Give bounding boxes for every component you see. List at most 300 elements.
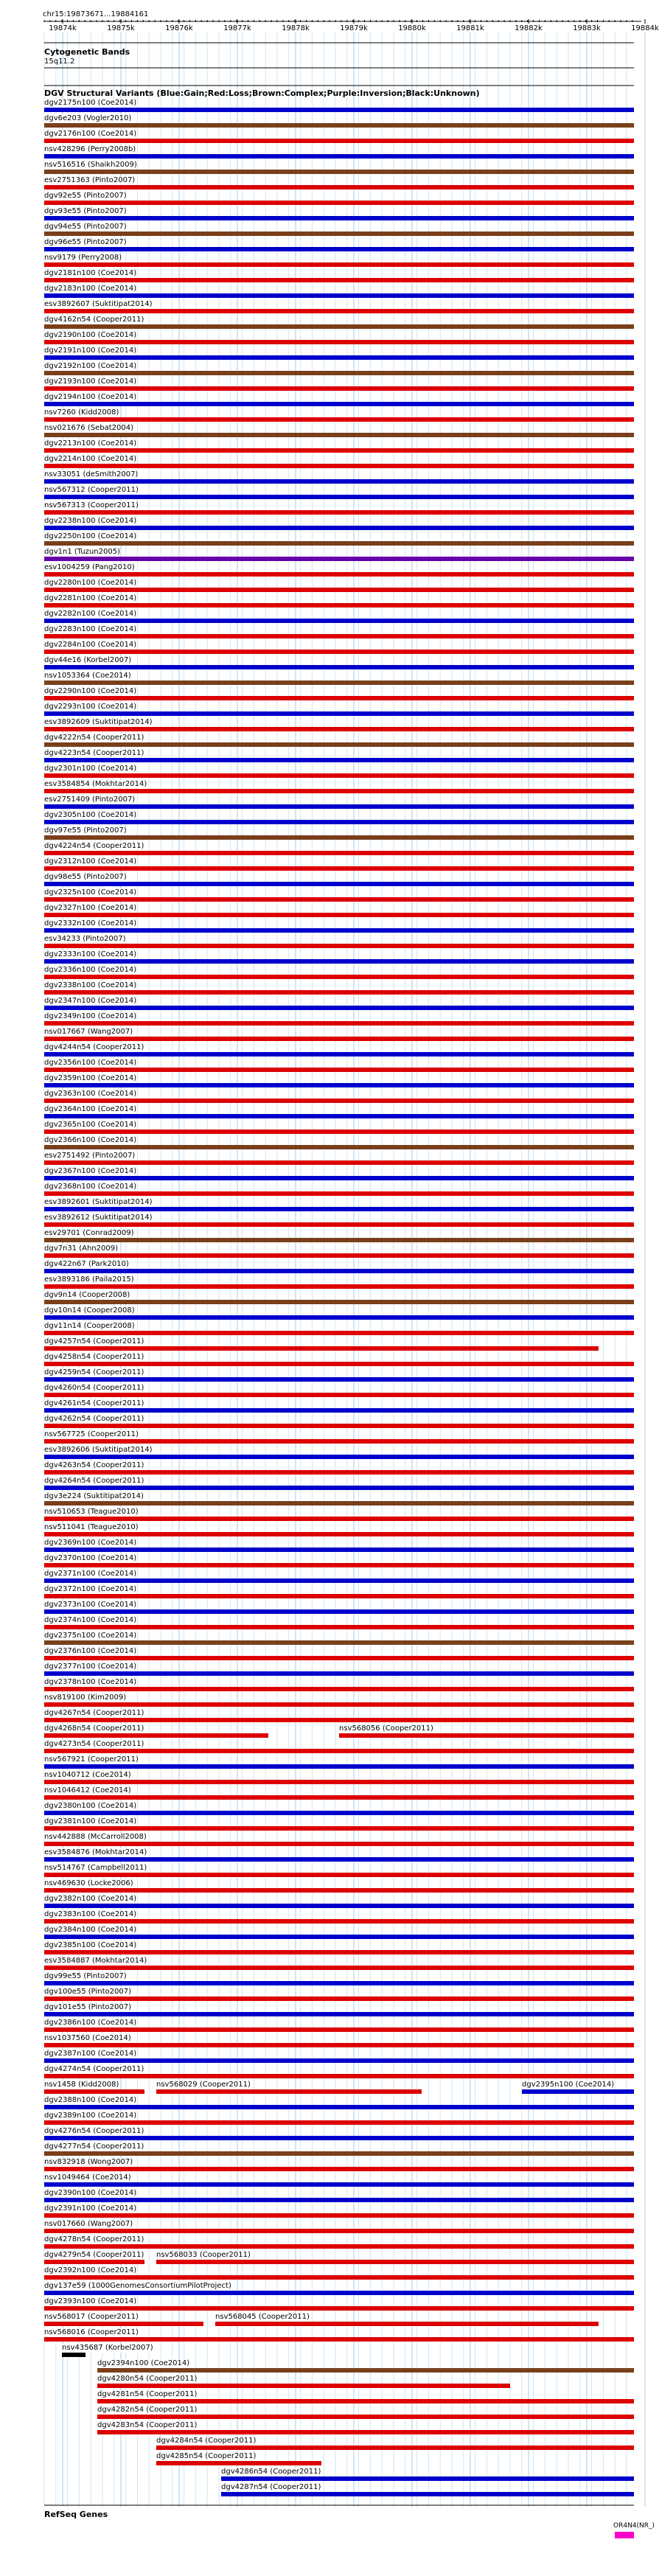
sv-feature-bar[interactable] xyxy=(44,634,634,638)
sv-feature-bar[interactable] xyxy=(44,1424,634,1428)
sv-feature-bar[interactable] xyxy=(44,170,634,174)
sv-feature-label[interactable]: dgv10n14 (Cooper2008) xyxy=(44,1306,135,1315)
sv-feature-label[interactable]: dgv4259n54 (Cooper2011) xyxy=(44,1368,144,1376)
sv-feature-bar[interactable] xyxy=(44,2275,634,2280)
sv-feature-label[interactable]: dgv2181n100 (Coe2014) xyxy=(44,269,137,277)
sv-feature-label[interactable]: dgv4244n54 (Cooper2011) xyxy=(44,1043,144,1051)
sv-feature-label[interactable]: nsv568033 (Cooper2011) xyxy=(156,2251,251,2259)
sv-feature-bar[interactable] xyxy=(44,1129,634,1134)
sv-feature-label[interactable]: nsv1049464 (Coe2014) xyxy=(44,2173,131,2182)
sv-feature-bar[interactable] xyxy=(44,2337,634,2342)
sv-feature-label[interactable]: dgv2214n100 (Coe2014) xyxy=(44,455,137,463)
sv-feature-bar[interactable] xyxy=(44,866,634,871)
sv-feature-bar[interactable] xyxy=(44,278,634,282)
sv-feature-label[interactable]: dgv2359n100 (Coe2014) xyxy=(44,1074,137,1082)
sv-feature-label[interactable]: nsv1046412 (Coe2014) xyxy=(44,1786,131,1795)
sv-feature-bar[interactable] xyxy=(44,804,634,809)
sv-feature-bar[interactable] xyxy=(44,1114,634,1118)
sv-feature-bar[interactable] xyxy=(44,758,634,762)
sv-feature-bar[interactable] xyxy=(44,1006,634,1010)
sv-feature-label[interactable]: dgv2213n100 (Coe2014) xyxy=(44,439,137,448)
sv-feature-bar[interactable] xyxy=(44,1950,634,1954)
sv-feature-bar[interactable] xyxy=(44,402,634,406)
sv-feature-label[interactable]: esv1004259 (Pang2010) xyxy=(44,563,135,571)
sv-feature-label[interactable]: esv3892606 (Suktitipat2014) xyxy=(44,1446,153,1454)
sv-feature-label[interactable]: nsv469630 (Locke2006) xyxy=(44,1879,133,1887)
sv-feature-bar[interactable] xyxy=(44,201,634,205)
sv-feature-bar[interactable] xyxy=(44,572,634,577)
sv-feature-label[interactable]: dgv4162n54 (Cooper2011) xyxy=(44,316,144,324)
sv-feature-bar[interactable] xyxy=(44,386,634,391)
sv-feature-label[interactable]: dgv2388n100 (Coe2014) xyxy=(44,2096,137,2104)
sv-feature-label[interactable]: dgv2305n100 (Coe2014) xyxy=(44,811,137,819)
sv-feature-label[interactable]: dgv2373n100 (Coe2014) xyxy=(44,1601,137,1609)
sv-feature-label[interactable]: dgv2349n100 (Coe2014) xyxy=(44,1012,137,1020)
sv-feature-label[interactable]: dgv7n31 (Ahn2009) xyxy=(44,1245,118,1253)
sv-feature-bar[interactable] xyxy=(44,1377,634,1382)
sv-feature-label[interactable]: dgv4279n54 (Cooper2011) xyxy=(44,2251,144,2259)
sv-feature-bar[interactable] xyxy=(44,2182,634,2187)
sv-feature-bar[interactable] xyxy=(44,139,634,143)
sv-feature-bar[interactable] xyxy=(44,1470,634,1475)
sv-feature-bar[interactable] xyxy=(44,1269,634,1273)
sv-feature-bar[interactable] xyxy=(44,1238,634,1242)
sv-feature-bar[interactable] xyxy=(44,650,634,654)
sv-feature-label[interactable]: dgv4284n54 (Cooper2011) xyxy=(156,2437,257,2445)
sv-feature-bar[interactable] xyxy=(44,2012,634,2016)
sv-feature-bar[interactable] xyxy=(44,355,634,360)
sv-feature-bar[interactable] xyxy=(522,2089,634,2094)
sv-feature-label[interactable]: dgv4267n54 (Cooper2011) xyxy=(44,1709,144,1717)
sv-feature-label[interactable]: dgv6e203 (Vogler2010) xyxy=(44,114,132,122)
sv-feature-bar[interactable] xyxy=(97,2368,634,2373)
sv-feature-label[interactable]: dgv2369n100 (Coe2014) xyxy=(44,1539,137,1547)
sv-feature-label[interactable]: dgv4260n54 (Cooper2011) xyxy=(44,1384,144,1392)
sv-feature-bar[interactable] xyxy=(44,1408,634,1413)
sv-feature-label[interactable]: esv34233 (Pinto2007) xyxy=(44,935,126,943)
sv-feature-label[interactable]: dgv4264n54 (Cooper2011) xyxy=(44,1477,144,1485)
sv-feature-bar[interactable] xyxy=(156,2461,321,2465)
sv-feature-bar[interactable] xyxy=(44,1981,634,1985)
sv-feature-bar[interactable] xyxy=(44,1099,634,1103)
sv-feature-bar[interactable] xyxy=(44,2151,634,2156)
sv-feature-label[interactable]: dgv2290n100 (Coe2014) xyxy=(44,687,137,695)
sv-feature-label[interactable]: dgv100e55 (Pinto2007) xyxy=(44,1988,131,1996)
sv-feature-bar[interactable] xyxy=(44,247,634,251)
sv-feature-label[interactable]: nsv1040712 (Coe2014) xyxy=(44,1771,131,1779)
sv-feature-bar[interactable] xyxy=(44,1997,634,2001)
sv-feature-label[interactable]: dgv44e16 (Korbel2007) xyxy=(44,656,132,664)
sv-feature-label[interactable]: esv2751363 (Pinto2007) xyxy=(44,176,136,184)
sv-feature-bar[interactable] xyxy=(44,2322,203,2326)
sv-feature-bar[interactable] xyxy=(44,1888,634,1893)
sv-feature-bar[interactable] xyxy=(44,479,634,484)
sv-feature-label[interactable]: dgv1n1 (Tuzun2005) xyxy=(44,548,120,556)
sv-feature-label[interactable]: esv2751409 (Pinto2007) xyxy=(44,796,136,804)
sv-feature-bar[interactable] xyxy=(44,154,634,159)
sv-feature-bar[interactable] xyxy=(44,2043,634,2047)
sv-feature-label[interactable]: dgv2193n100 (Coe2014) xyxy=(44,377,137,386)
sv-feature-label[interactable]: nsv832918 (Wong2007) xyxy=(44,2158,133,2166)
sv-feature-label[interactable]: dgv2332n100 (Coe2014) xyxy=(44,919,137,927)
sv-feature-label[interactable]: dgv2327n100 (Coe2014) xyxy=(44,904,137,912)
sv-feature-label[interactable]: dgv2368n100 (Coe2014) xyxy=(44,1183,137,1191)
sv-feature-label[interactable]: nsv021676 (Sebat2004) xyxy=(44,424,133,432)
sv-feature-bar[interactable] xyxy=(44,773,634,778)
sv-feature-label[interactable]: dgv4281n54 (Cooper2011) xyxy=(97,2390,198,2398)
sv-feature-label[interactable]: dgv9n14 (Cooper2008) xyxy=(44,1291,130,1299)
sv-feature-label[interactable]: esv3584876 (Mokhtar2014) xyxy=(44,1848,147,1856)
sv-feature-label[interactable]: dgv2176n100 (Coe2014) xyxy=(44,130,137,138)
sv-feature-bar[interactable] xyxy=(44,1919,634,1924)
sv-feature-label[interactable]: dgv2301n100 (Coe2014) xyxy=(44,765,137,773)
sv-feature-label[interactable]: esv2751492 (Pinto2007) xyxy=(44,1152,136,1160)
sv-feature-bar[interactable] xyxy=(44,262,634,267)
sv-feature-label[interactable]: dgv2281n100 (Coe2014) xyxy=(44,594,137,602)
sv-feature-label[interactable]: dgv2370n100 (Coe2014) xyxy=(44,1554,137,1562)
sv-feature-label[interactable]: nsv819100 (Kim2009) xyxy=(44,1693,127,1702)
sv-feature-bar[interactable] xyxy=(44,820,634,824)
sv-feature-label[interactable]: nsv1053364 (Coe2014) xyxy=(44,672,131,680)
sv-feature-label[interactable]: dgv2364n100 (Coe2014) xyxy=(44,1105,137,1113)
sv-feature-label[interactable]: dgv2383n100 (Coe2014) xyxy=(44,1910,137,1918)
sv-feature-bar[interactable] xyxy=(44,123,634,128)
sv-feature-bar[interactable] xyxy=(44,742,634,747)
sv-feature-bar[interactable] xyxy=(44,510,634,515)
sv-feature-bar[interactable] xyxy=(44,1222,634,1227)
sv-feature-label[interactable]: nsv510653 (Teague2010) xyxy=(44,1508,139,1516)
sv-feature-bar[interactable] xyxy=(44,232,634,236)
sv-feature-bar[interactable] xyxy=(62,2353,86,2357)
sv-feature-bar[interactable] xyxy=(44,1795,634,1800)
sv-feature-label[interactable]: esv3584854 (Mokhtar2014) xyxy=(44,780,147,788)
sv-feature-bar[interactable] xyxy=(44,975,634,979)
sv-feature-bar[interactable] xyxy=(44,2306,634,2311)
sv-feature-bar[interactable] xyxy=(44,1733,268,1738)
sv-feature-label[interactable]: dgv4277n54 (Cooper2011) xyxy=(44,2142,144,2151)
sv-feature-label[interactable]: dgv2381n100 (Coe2014) xyxy=(44,1817,137,1825)
sv-feature-bar[interactable] xyxy=(44,464,634,468)
sv-feature-label[interactable]: dgv2393n100 (Coe2014) xyxy=(44,2297,137,2305)
sv-feature-label[interactable]: dgv2392n100 (Coe2014) xyxy=(44,2266,137,2274)
sv-feature-label[interactable]: dgv2194n100 (Coe2014) xyxy=(44,393,137,401)
sv-feature-label[interactable]: nsv428296 (Perry2008b) xyxy=(44,145,136,153)
sv-feature-label[interactable]: dgv2367n100 (Coe2014) xyxy=(44,1167,137,1175)
sv-feature-bar[interactable] xyxy=(156,2446,634,2450)
sv-feature-bar[interactable] xyxy=(44,216,634,220)
sv-feature-bar[interactable] xyxy=(44,897,634,902)
sv-feature-label[interactable]: dgv2283n100 (Coe2014) xyxy=(44,625,137,633)
sv-feature-label[interactable]: nsv568056 (Cooper2011) xyxy=(339,1724,433,1733)
sv-feature-bar[interactable] xyxy=(44,1904,634,1908)
sv-feature-bar[interactable] xyxy=(44,324,634,329)
sv-feature-label[interactable]: dgv4257n54 (Cooper2011) xyxy=(44,1337,144,1346)
sv-feature-label[interactable]: dgv94e55 (Pinto2007) xyxy=(44,223,127,231)
sv-feature-bar[interactable] xyxy=(44,588,634,592)
sv-feature-label[interactable]: dgv2375n100 (Coe2014) xyxy=(44,1632,137,1640)
sv-feature-bar[interactable] xyxy=(44,1826,634,1831)
sv-feature-label[interactable]: dgv4273n54 (Cooper2011) xyxy=(44,1740,144,1748)
sv-feature-label[interactable]: dgv2312n100 (Coe2014) xyxy=(44,857,137,866)
sv-feature-bar[interactable] xyxy=(44,959,634,964)
sv-feature-label[interactable]: dgv4261n54 (Cooper2011) xyxy=(44,1399,144,1407)
sv-feature-bar[interactable] xyxy=(44,541,634,546)
sv-feature-label[interactable]: dgv2384n100 (Coe2014) xyxy=(44,1926,137,1934)
sv-feature-label[interactable]: dgv98e55 (Pinto2007) xyxy=(44,873,127,881)
sv-feature-bar[interactable] xyxy=(44,928,634,933)
sv-feature-label[interactable]: nsv567312 (Cooper2011) xyxy=(44,486,139,494)
sv-feature-label[interactable]: dgv2325n100 (Coe2014) xyxy=(44,888,137,897)
sv-feature-label[interactable]: dgv4286n54 (Cooper2011) xyxy=(221,2468,321,2476)
sv-feature-label[interactable]: dgv2183n100 (Coe2014) xyxy=(44,285,137,293)
sv-feature-bar[interactable] xyxy=(44,2089,144,2094)
sv-feature-bar[interactable] xyxy=(44,1873,634,1877)
sv-feature-bar[interactable] xyxy=(44,1145,634,1149)
sv-feature-bar[interactable] xyxy=(44,108,634,112)
sv-feature-label[interactable]: dgv4278n54 (Cooper2011) xyxy=(44,2235,144,2243)
sv-feature-bar[interactable] xyxy=(44,727,634,731)
sv-feature-label[interactable]: esv3892607 (Suktitipat2014) xyxy=(44,300,153,308)
sv-feature-label[interactable]: nsv568029 (Cooper2011) xyxy=(156,2081,251,2089)
sv-feature-bar[interactable] xyxy=(44,1935,634,1939)
sv-feature-bar[interactable] xyxy=(44,1191,634,1196)
sv-feature-label[interactable]: dgv2377n100 (Coe2014) xyxy=(44,1663,137,1671)
sv-feature-label[interactable]: esv3892612 (Suktitipat2014) xyxy=(44,1214,153,1222)
sv-feature-bar[interactable] xyxy=(44,185,634,189)
sv-feature-bar[interactable] xyxy=(44,2027,634,2032)
sv-feature-bar[interactable] xyxy=(44,1671,634,1676)
sv-feature-label[interactable]: dgv2371n100 (Coe2014) xyxy=(44,1570,137,1578)
sv-feature-bar[interactable] xyxy=(44,1563,634,1567)
sv-feature-bar[interactable] xyxy=(44,1578,634,1583)
sv-feature-bar[interactable] xyxy=(44,1439,634,1444)
sv-feature-label[interactable]: dgv4283n54 (Cooper2011) xyxy=(97,2421,198,2429)
sv-feature-label[interactable]: dgv2391n100 (Coe2014) xyxy=(44,2204,137,2213)
sv-feature-bar[interactable] xyxy=(44,1594,634,1598)
sv-feature-label[interactable]: dgv2280n100 (Coe2014) xyxy=(44,579,137,587)
sv-feature-label[interactable]: esv3584887 (Mokhtar2014) xyxy=(44,1957,147,1965)
sv-feature-bar[interactable] xyxy=(44,789,634,793)
sv-feature-label[interactable]: nsv1458 (Kidd2008) xyxy=(44,2081,119,2089)
sv-feature-bar[interactable] xyxy=(44,1764,634,1769)
sv-feature-label[interactable]: dgv4223n54 (Cooper2011) xyxy=(44,749,144,757)
sv-feature-label[interactable]: nsv017667 (Wang2007) xyxy=(44,1028,133,1036)
sv-feature-label[interactable]: dgv2378n100 (Coe2014) xyxy=(44,1678,137,1686)
sv-feature-bar[interactable] xyxy=(44,1517,634,1521)
sv-feature-label[interactable]: nsv567313 (Cooper2011) xyxy=(44,501,139,509)
sv-feature-label[interactable]: dgv2376n100 (Coe2014) xyxy=(44,1647,137,1655)
sv-feature-bar[interactable] xyxy=(97,2384,510,2388)
sv-feature-bar[interactable] xyxy=(44,2074,634,2078)
sv-feature-label[interactable]: nsv567725 (Cooper2011) xyxy=(44,1430,139,1438)
sv-feature-label[interactable]: dgv2374n100 (Coe2014) xyxy=(44,1616,137,1624)
sv-feature-bar[interactable] xyxy=(44,2291,634,2295)
sv-feature-label[interactable]: nsv017660 (Wang2007) xyxy=(44,2220,133,2228)
sv-feature-label[interactable]: dgv2238n100 (Coe2014) xyxy=(44,517,137,525)
sv-feature-bar[interactable] xyxy=(44,619,634,623)
sv-feature-bar[interactable] xyxy=(44,1811,634,1815)
sv-feature-label[interactable]: dgv2386n100 (Coe2014) xyxy=(44,2019,137,2027)
sv-feature-label[interactable]: dgv2250n100 (Coe2014) xyxy=(44,532,137,540)
sv-feature-label[interactable]: dgv2395n100 (Coe2014) xyxy=(522,2081,615,2089)
sv-feature-bar[interactable] xyxy=(44,1160,634,1165)
sv-feature-label[interactable]: nsv567921 (Cooper2011) xyxy=(44,1755,139,1764)
sv-feature-label[interactable]: nsv568016 (Cooper2011) xyxy=(44,2328,139,2336)
sv-feature-label[interactable]: dgv4224n54 (Cooper2011) xyxy=(44,842,144,850)
sv-feature-label[interactable]: nsv7260 (Kidd2008) xyxy=(44,408,119,417)
sv-feature-bar[interactable] xyxy=(44,1207,634,1211)
sv-feature-label[interactable]: dgv2387n100 (Coe2014) xyxy=(44,2050,137,2058)
sv-feature-label[interactable]: dgv4222n54 (Cooper2011) xyxy=(44,734,144,742)
sv-feature-bar[interactable] xyxy=(44,1021,634,1026)
sv-feature-bar[interactable] xyxy=(44,433,634,437)
sv-feature-label[interactable]: esv3892601 (Suktitipat2014) xyxy=(44,1198,153,1206)
sv-feature-bar[interactable] xyxy=(44,665,634,669)
sv-feature-bar[interactable] xyxy=(44,309,634,313)
sv-feature-label[interactable]: esv3892609 (Suktitipat2014) xyxy=(44,718,153,726)
sv-feature-bar[interactable] xyxy=(44,1315,634,1320)
sv-feature-bar[interactable] xyxy=(339,1733,634,1738)
sv-feature-bar[interactable] xyxy=(44,882,634,886)
sv-feature-label[interactable]: dgv2390n100 (Coe2014) xyxy=(44,2189,137,2197)
sv-feature-bar[interactable] xyxy=(44,1625,634,1629)
sv-feature-bar[interactable] xyxy=(97,2399,634,2403)
sv-feature-bar[interactable] xyxy=(44,417,634,422)
sv-feature-bar[interactable] xyxy=(44,2167,634,2171)
sv-feature-label[interactable]: nsv568017 (Cooper2011) xyxy=(44,2313,139,2321)
sv-feature-label[interactable]: dgv93e55 (Pinto2007) xyxy=(44,207,127,215)
sv-feature-label[interactable]: nsv568045 (Cooper2011) xyxy=(215,2313,310,2321)
sv-feature-bar[interactable] xyxy=(44,1640,634,1645)
sv-feature-bar[interactable] xyxy=(44,1393,634,1397)
sv-feature-bar[interactable] xyxy=(44,1749,634,1753)
sv-feature-bar[interactable] xyxy=(44,526,634,530)
sv-feature-bar[interactable] xyxy=(44,1718,634,1722)
sv-feature-label[interactable]: dgv3e224 (Suktitipat2014) xyxy=(44,1492,144,1500)
sv-feature-bar[interactable] xyxy=(44,1455,634,1459)
sv-feature-bar[interactable] xyxy=(44,603,634,608)
sv-feature-label[interactable]: dgv2394n100 (Coe2014) xyxy=(97,2359,190,2367)
sv-feature-bar[interactable] xyxy=(44,2120,634,2125)
sv-feature-label[interactable]: dgv4285n54 (Cooper2011) xyxy=(156,2452,257,2460)
sv-feature-bar[interactable] xyxy=(97,2415,634,2419)
sv-feature-label[interactable]: dgv2382n100 (Coe2014) xyxy=(44,1895,137,1903)
sv-feature-label[interactable]: dgv2363n100 (Coe2014) xyxy=(44,1090,137,1098)
sv-feature-bar[interactable] xyxy=(44,851,634,855)
sv-feature-bar[interactable] xyxy=(44,835,634,840)
sv-feature-bar[interactable] xyxy=(44,2105,634,2109)
sv-feature-bar[interactable] xyxy=(44,1857,634,1862)
sv-feature-bar[interactable] xyxy=(44,711,634,716)
sv-feature-bar[interactable] xyxy=(44,2058,634,2063)
sv-feature-bar[interactable] xyxy=(44,1037,634,1041)
sv-feature-label[interactable]: nsv516516 (Shaikh2009) xyxy=(44,161,137,169)
sv-feature-label[interactable]: dgv4276n54 (Cooper2011) xyxy=(44,2127,144,2135)
sv-feature-bar[interactable] xyxy=(44,2244,634,2249)
sv-feature-label[interactable]: nsv1037560 (Coe2014) xyxy=(44,2034,131,2042)
sv-feature-bar[interactable] xyxy=(44,1253,634,1258)
sv-feature-bar[interactable] xyxy=(44,340,634,344)
sv-feature-bar[interactable] xyxy=(44,2260,144,2264)
sv-feature-label[interactable]: dgv422n67 (Park2010) xyxy=(44,1260,129,1268)
sv-feature-bar[interactable] xyxy=(44,1346,599,1351)
sv-feature-label[interactable]: dgv2336n100 (Coe2014) xyxy=(44,966,137,974)
sv-feature-bar[interactable] xyxy=(44,2229,634,2233)
sv-feature-bar[interactable] xyxy=(44,1486,634,1490)
sv-feature-label[interactable]: nsv514767 (Campbell2011) xyxy=(44,1864,147,1872)
sv-feature-bar[interactable] xyxy=(44,1966,634,1970)
sv-feature-bar[interactable] xyxy=(44,2136,634,2140)
sv-feature-label[interactable]: dgv2356n100 (Coe2014) xyxy=(44,1059,137,1067)
sv-feature-label[interactable]: dgv4282n54 (Cooper2011) xyxy=(97,2406,198,2414)
sv-feature-label[interactable]: dgv2338n100 (Coe2014) xyxy=(44,981,137,989)
sv-feature-bar[interactable] xyxy=(156,2260,634,2264)
sv-feature-label[interactable]: esv3893186 (Paila2015) xyxy=(44,1275,134,1284)
sv-feature-bar[interactable] xyxy=(44,557,634,561)
refseq-gene-label[interactable]: OR4N4(NR_) xyxy=(613,2522,655,2530)
refseq-gene-feature[interactable] xyxy=(615,2532,634,2538)
sv-feature-bar[interactable] xyxy=(44,1702,634,1707)
sv-feature-bar[interactable] xyxy=(44,1501,634,1505)
sv-feature-bar[interactable] xyxy=(44,696,634,700)
sv-feature-label[interactable]: dgv2192n100 (Coe2014) xyxy=(44,362,137,370)
sv-feature-label[interactable]: nsv9179 (Perry2008) xyxy=(44,254,122,262)
sv-feature-bar[interactable] xyxy=(44,1548,634,1552)
sv-feature-label[interactable]: dgv96e55 (Pinto2007) xyxy=(44,238,127,246)
sv-feature-bar[interactable] xyxy=(44,1331,634,1335)
sv-feature-label[interactable]: dgv4268n54 (Cooper2011) xyxy=(44,1724,144,1733)
sv-feature-bar[interactable] xyxy=(44,495,634,499)
sv-feature-label[interactable]: dgv97e55 (Pinto2007) xyxy=(44,826,127,835)
sv-feature-bar[interactable] xyxy=(221,2476,634,2481)
sv-feature-label[interactable]: dgv2190n100 (Coe2014) xyxy=(44,331,137,339)
sv-feature-label[interactable]: dgv99e55 (Pinto2007) xyxy=(44,1972,127,1980)
sv-feature-label[interactable]: dgv2175n100 (Coe2014) xyxy=(44,99,137,107)
sv-feature-label[interactable]: dgv2366n100 (Coe2014) xyxy=(44,1136,137,1144)
sv-feature-label[interactable]: dgv2365n100 (Coe2014) xyxy=(44,1121,137,1129)
sv-feature-bar[interactable] xyxy=(44,2198,634,2202)
sv-feature-label[interactable]: dgv2380n100 (Coe2014) xyxy=(44,1802,137,1810)
sv-feature-bar[interactable] xyxy=(97,2430,634,2434)
sv-feature-label[interactable]: dgv2385n100 (Coe2014) xyxy=(44,1941,137,1949)
sv-feature-bar[interactable] xyxy=(44,1362,634,1366)
sv-feature-bar[interactable] xyxy=(44,1609,634,1614)
sv-feature-bar[interactable] xyxy=(44,1176,634,1180)
sv-feature-bar[interactable] xyxy=(44,990,634,995)
sv-feature-bar[interactable] xyxy=(215,2322,599,2326)
sv-feature-bar[interactable] xyxy=(221,2492,634,2496)
sv-feature-bar[interactable] xyxy=(44,1068,634,1072)
sv-feature-bar[interactable] xyxy=(44,944,634,948)
sv-feature-label[interactable]: dgv4263n54 (Cooper2011) xyxy=(44,1461,144,1469)
sv-feature-bar[interactable] xyxy=(44,1284,634,1289)
sv-feature-bar[interactable] xyxy=(44,1687,634,1691)
sv-feature-label[interactable]: dgv92e55 (Pinto2007) xyxy=(44,192,127,200)
sv-feature-bar[interactable] xyxy=(44,1532,634,1536)
sv-feature-label[interactable]: dgv2333n100 (Coe2014) xyxy=(44,950,137,958)
sv-feature-bar[interactable] xyxy=(44,448,634,453)
sv-feature-label[interactable]: dgv101e55 (Pinto2007) xyxy=(44,2003,131,2011)
sv-feature-label[interactable]: dgv2282n100 (Coe2014) xyxy=(44,610,137,618)
sv-feature-label[interactable]: dgv2372n100 (Coe2014) xyxy=(44,1585,137,1593)
sv-feature-bar[interactable] xyxy=(44,1083,634,1087)
sv-feature-label[interactable]: nsv511041 (Teague2010) xyxy=(44,1523,139,1531)
sv-feature-label[interactable]: dgv2293n100 (Coe2014) xyxy=(44,703,137,711)
sv-feature-bar[interactable] xyxy=(44,680,634,685)
sv-feature-label[interactable]: dgv4287n54 (Cooper2011) xyxy=(221,2483,321,2491)
sv-feature-bar[interactable] xyxy=(44,2213,634,2218)
sv-feature-bar[interactable] xyxy=(44,1656,634,1660)
